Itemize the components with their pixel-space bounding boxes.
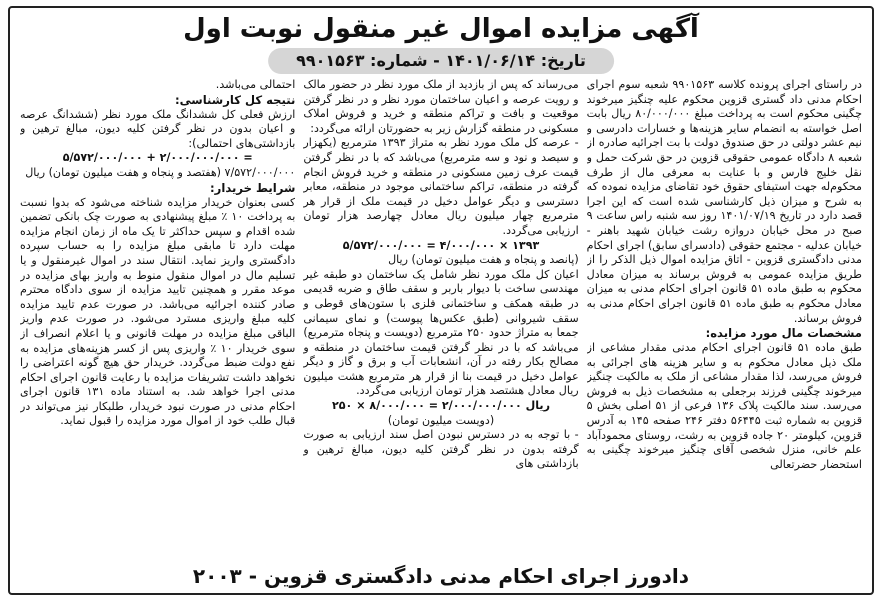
land-value-words: (پانصد و پنجاه و هفت میلیون تومان) ریال — [388, 253, 579, 267]
column-middle — [303, 78, 578, 560]
note-paragraph: - با توجه به در دسترس نبودن اصل سند ارزیابی به صورت گرفته بدون در نظر گرفتن کلیه دیون، مبالغ ترهین و بازداشتی های — [303, 428, 579, 471]
note-continuation: احتمالی می‌باشد. — [215, 78, 296, 91]
total-appraisal-heading: نتیجه کل کارشناسی: — [174, 92, 296, 107]
buyer-conditions-heading: شرایط خریدار: — [210, 180, 296, 195]
property-specs-heading: مشخصات مال مورد مزایده: — [705, 326, 862, 341]
building-paragraph: اعیان کل ملک مورد نظر شامل یک ساختمان دو طبقه غیر مهندسی ساخت با دیوار باربر و سقف طاق و ضربه قدیمی در طبقه همکف و ساختمانی فلزی با ستون‌های قوطی و سقف شیروانی (طبق عکس‌ها پیوست) و نمای سیمانی جمعا به متراژ حدود ۲۵۰ مترمربع (دویست و پنجاه مترمربع) می‌باشد که با در نظر گرفتن قیمت ساختمان در منطقه و مصالح بکار رفته در آن، انشعابات آب و برق و گاز و دیگر عوامل دخیل در قیمت بنا از قرار هر مترمربع هشت میلیون ریال معادل هشتصد هزار تومان ارزیابی می‌گردد. — [303, 267, 579, 398]
notice-title: آگهی مزایده اموال غیر منقول نوبت اول — [183, 14, 699, 44]
notice-date-number-badge: تاریخ: ۱۴۰۱/۰۶/۱۴ - شماره: ۹۹۰۱۵۶۳ — [268, 48, 614, 74]
building-value-words: (دویست میلیون تومان) — [387, 413, 495, 427]
column-left — [20, 78, 295, 560]
notice-signature-footer: دادورز اجرای احکام مدنی دادگستری قزوین - ۲۰۰۳ — [192, 564, 690, 588]
total-sum-equation: ۵/۵۷۲/۰۰۰/۰۰۰ + ۲/۰۰۰/۰۰۰/۰۰۰ = — [62, 151, 253, 165]
land-area-paragraph: - عرصه کل ملک مورد نظر به متراژ ۱۳۹۳ مترمربع (یکهزار و سیصد و نود و سه مترمربع) می‌باشد که با در نظر گرفتن قیمت عرف زمین مسکونی در منطقه و خرید فروش انجام گرفته در منطقه، تراکم ساختمانی موجود در منطقه، معابر دسترسی و دیگر عوامل دخیل در قیمت ملک از قرار هر مترمربع چهار میلیون ریال معادل چهارصد هزار تومان ارزیابی می‌گردد. — [303, 136, 579, 237]
notice-page — [8, 6, 874, 595]
inspection-paragraph: می‌رساند که پس از بازدید از ملک مورد نظر در حضور مالک و رویت عرصه و اعیان ساختمان مورد نظر و در نظر گرفتن موقعیت و بافت و تراکم منطقه و خرید و فروش املاک مسکونی در منطقه گزارش زیر به حضورتان ارائه می‌گردد: — [303, 78, 579, 135]
column-right — [587, 78, 862, 560]
buyer-conditions-paragraph: کسی بعنوان خریدار مزایده شناخته می‌شود که بدوا نسبت به پرداخت ۱۰ ٪ مبلغ پیشنهادی به صورت چک بانکی تضمین شده اقدام و سپس حداکثر تا یک ماه از زمان انجام مزایده مهلت دارد تا مابقی مبلغ مزایده را به حساب سپرده دادگستری واریز نماید. انتقال سند در اموال غیرمنقول و یا تسلیم مال در اموال منقول منوط به واریز بهای مزایده در موعد مقرر و همچنین تایید مزایده از سوی دادگاه محترم صادر کننده اجرائیه می‌باشد. در صورت عدم تایید مزایده کلیه مبلغ واریزی مسترد می‌شود. در صورت عدم واریز الباقی مبلغ مزایده در مهلت قانونی و یا اعلام انصراف از سوی خریدار ۱۰ ٪ واریزی پس از کسر هزینه‌های مزایده به نفع دولت ضبط می‌گردد. خریدار حق هیچ گونه اعتراضی را نخواهد داشت تشریفات مزایده با رعایت قانون اجرای احکام مدنی اجرا خواهد شد. به استناد ماده ۱۳۱ قانون اجرای احکام مدنی در صورت نبود خریدار، طلبکار نیز می‌تواند در قبال طلب خود از اموال مورد مزایده را قبول نماید. — [20, 195, 296, 428]
notice-body — [20, 78, 862, 560]
land-value-equation: ۵/۵۷۲/۰۰۰/۰۰۰ = ۴/۰۰۰/۰۰۰ × ۱۳۹۳ — [342, 238, 540, 252]
total-value-words: ۷/۵۷۲/۰۰۰/۰۰۰ (هفتصد و پنجاه و هفت میلیون تومان) ریال — [25, 165, 296, 179]
property-specs-paragraph: طبق ماده ۵۱ قانون اجرای احکام مدنی مقدار مشاعی از ملک ذیل معادل محکوم به و سایر هزینه های اجرائی به فروش می‌رسد، لذا مقدار مشاعی از ملک به مالکیت چنگیز میرخوند چگینی فرزند برجعلی به مشخصات ذیل به فروش می‌رسد. سند مالکیت پلاک ۱۳۶ فرعی از ۵۱ اصلی بخش ۵ قزوین به شماره ثبت ۵۶۴۴۵ دفتر ۲۴۶ صفحه ۱۴۵ به آدرس قزوین، کیلومتر ۲۰ جاده قزوین به رشت، روستای محمودآباد علم خانی، منزل شخصی آقای چنگیز میرخوند چگینی به استحضار حضرتعالی — [586, 341, 862, 471]
total-appraisal-paragraph: ارزش فعلی کل ششدانگ ملک مورد نظر (ششدانگ عرصه و اعیان بدون در نظر گرفتن کلیه دیون، مبالغ ترهین و بازداشتی‌های احتمالی): — [20, 107, 296, 150]
building-value-equation: ریال ۲/۰۰۰/۰۰۰/۰۰۰ = ۸/۰۰۰/۰۰۰ × ۲۵۰ — [332, 399, 550, 413]
intro-paragraph: در راستای اجرای پرونده کلاسه ۹۹۰۱۵۶۳ شعبه سوم اجرای احکام مدنی داد گستری قزوین محکوم علیه چنگیز میرخوند چگینی محکوم است به پرداخت مبلغ ۸۰/۰۰۰/۰۰۰ ریال بابت اصل خواسته به انضمام سایر هزینه‌ها و خسارات دادرسی و نیم عشر دولتی در حق صندوق دولت با بت اجرائیه صادره از شعبه ۸ دادگاه عمومی حقوقی قزوین در حق شرکت حمل و نقل خلیج فارس و با عنایت به معرفی مال از طرف محکوم‌له جهت استیفای حقوق خود تقاضای مزایده نموده که به شرح و میزان ذیل کارشناسی شده است که این اجرا قصد دارد در تاریخ ۱۴۰۱/۰۷/۱۹ روز سه شنبه راس ساعت ۹ صبح در محل خیابان دروازه رشت خیابان شهید باهنر - خیابان عدلیه - مجتمع حقوقی (دادسرای سابق) اجرای احکام مدنی دادگستری قزوین - اتاق مزایده اموال ذیل الذکر را از طریق مزایده عمومی به فروش برساند به میزان معادل محکوم به طبق ماده ۵۱ قانون اجرای احکام مدنی به میزان معادل محکوم به طبق ماده ۵۱ قانون اجرای احکام مدنی به فروش برساند. — [586, 78, 862, 325]
